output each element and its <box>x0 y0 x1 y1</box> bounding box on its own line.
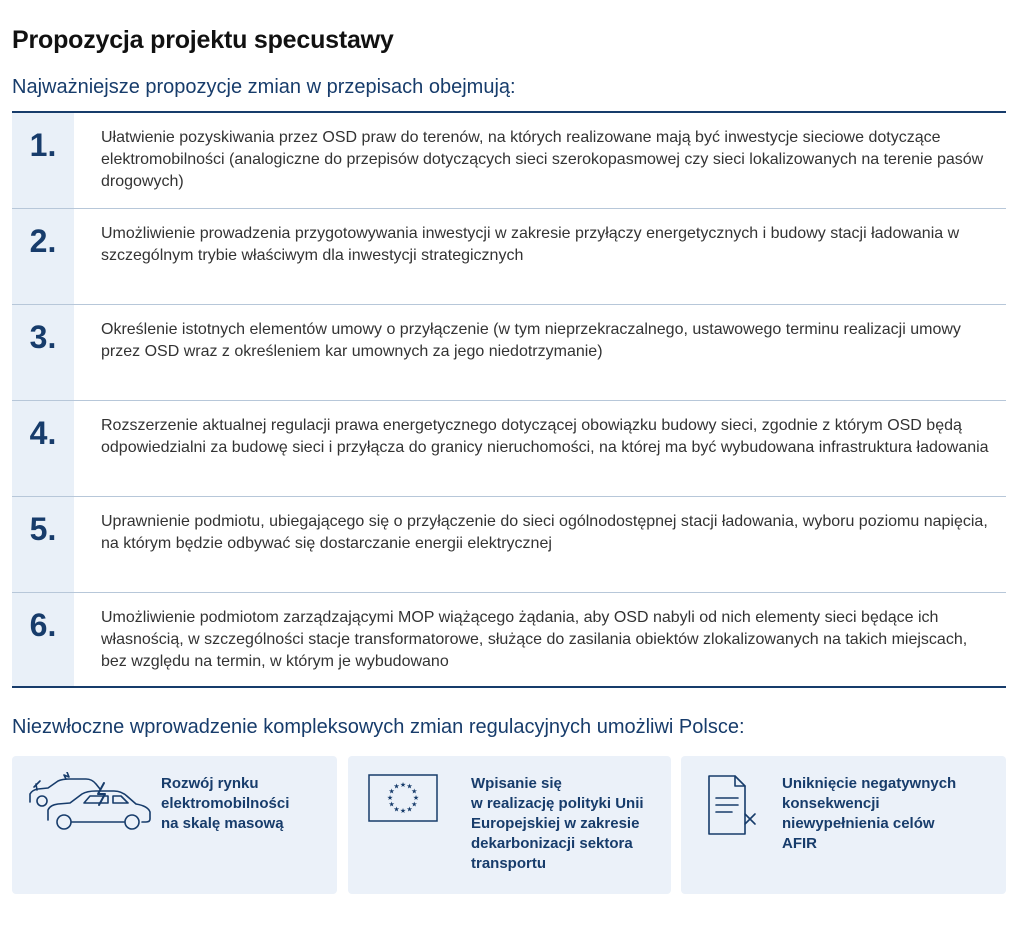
number-cell <box>12 113 74 208</box>
benefit-card-eu-policy <box>348 756 671 894</box>
electric-cars-icon <box>26 772 154 834</box>
svg-text:★: ★ <box>399 781 407 789</box>
proposals-list <box>12 111 1006 688</box>
item-number: 3. <box>29 319 57 355</box>
number-cell <box>12 593 74 686</box>
document-cross-icon <box>705 774 761 838</box>
svg-text:★: ★ <box>393 782 400 791</box>
benefit-card-electromobility <box>12 756 337 894</box>
item-text: Umożliwienie podmiotom zarządzającymi MOP wiążącego żądania, aby OSD nabyli od nich elementy sieci będące ich własnością, w szczególności stacje transformatorowe, służące do zasilania obiektów zlokalizowanych na takich miejscach, bez względu na termin, w którym je wybudowano <box>101 609 968 670</box>
item-number: 1. <box>29 127 57 163</box>
svg-text:★: ★ <box>388 787 395 796</box>
proposals-subtitle: Najważniejsze propozycje zmian w przepisach obejmują: <box>12 76 516 98</box>
svg-text:★: ★ <box>411 800 418 809</box>
card-text: Wpisanie się w realizację polityki Unii Europejskiej w zakresie dekarbonizacji sektora transportu <box>471 775 644 872</box>
svg-text:★: ★ <box>399 807 407 815</box>
svg-text:★: ★ <box>388 800 395 809</box>
svg-text:★: ★ <box>412 794 420 802</box>
benefits-title: Niezwłoczne wprowadzenie kompleksowych zmian regulacyjnych umożliwi Polsce: <box>12 716 745 738</box>
item-number: 5. <box>29 511 57 547</box>
svg-text:★: ★ <box>411 787 418 796</box>
item-number: 6. <box>29 607 57 643</box>
svg-text:★: ★ <box>406 805 413 814</box>
item-text: Umożliwienie prowadzenia przygotowywania inwestycji w zakresie przyłączy energetycznych i budowy stacji ładowania w szczególnym trybie właściwym dla inwestycji strategicznych <box>101 225 960 264</box>
list-item <box>12 593 1006 686</box>
list-item <box>12 497 1006 593</box>
item-text: Ułatwienie pozyskiwania przez OSD praw do terenów, na których realizowane mają być inwestycje sieciowe dotyczące elektromobilności (analogiczne do przepisów dotyczących sieci szerokopasmowej czy sieci lokalizowanych na terenie pasów drogowych) <box>101 129 984 190</box>
number-cell <box>12 497 74 592</box>
svg-text:★: ★ <box>386 794 394 802</box>
item-number: 2. <box>29 223 57 259</box>
number-cell <box>12 401 74 496</box>
item-text: Określenie istotnych elementów umowy o przyłączenie (w tym nieprzekraczalnego, ustawowego terminu realizacji umowy przez OSD wraz z określeniem kar umownych za jego niedotrzymanie) <box>101 321 961 360</box>
svg-text:★: ★ <box>393 805 400 814</box>
item-text: Uprawnienie podmiotu, ubiegającego się o przyłączenie do sieci ogólnodostępnej stacji ładowania, wyboru poziomu napięcia, na którym będzie odbywać się dostarczanie energii elektrycznej <box>101 513 988 552</box>
list-item <box>12 209 1006 305</box>
list-item <box>12 305 1006 401</box>
page-title: Propozycja projektu specustawy <box>12 26 394 54</box>
list-item <box>12 401 1006 497</box>
eu-flag-icon <box>368 774 438 822</box>
list-item <box>12 113 1006 209</box>
benefit-card-afir <box>681 756 1006 894</box>
card-text: Rozwój rynku elektromobilności na skalę masową <box>161 775 290 832</box>
card-text: Uniknięcie negatywnych konsekwencji niewypełnienia celów AFIR <box>782 775 957 852</box>
item-number: 4. <box>29 415 57 451</box>
number-cell <box>12 209 74 304</box>
svg-text:★: ★ <box>406 782 413 791</box>
number-cell <box>12 305 74 400</box>
item-text: Rozszerzenie aktualnej regulacji prawa energetycznego dotyczącej obowiązku budowy sieci, zgodnie z którym OSD będą odpowiedzialni za budowę sieci i przyłącza do granicy nieruchomości, na której ma być wybudowana infrastruktura ładowania <box>101 417 989 456</box>
